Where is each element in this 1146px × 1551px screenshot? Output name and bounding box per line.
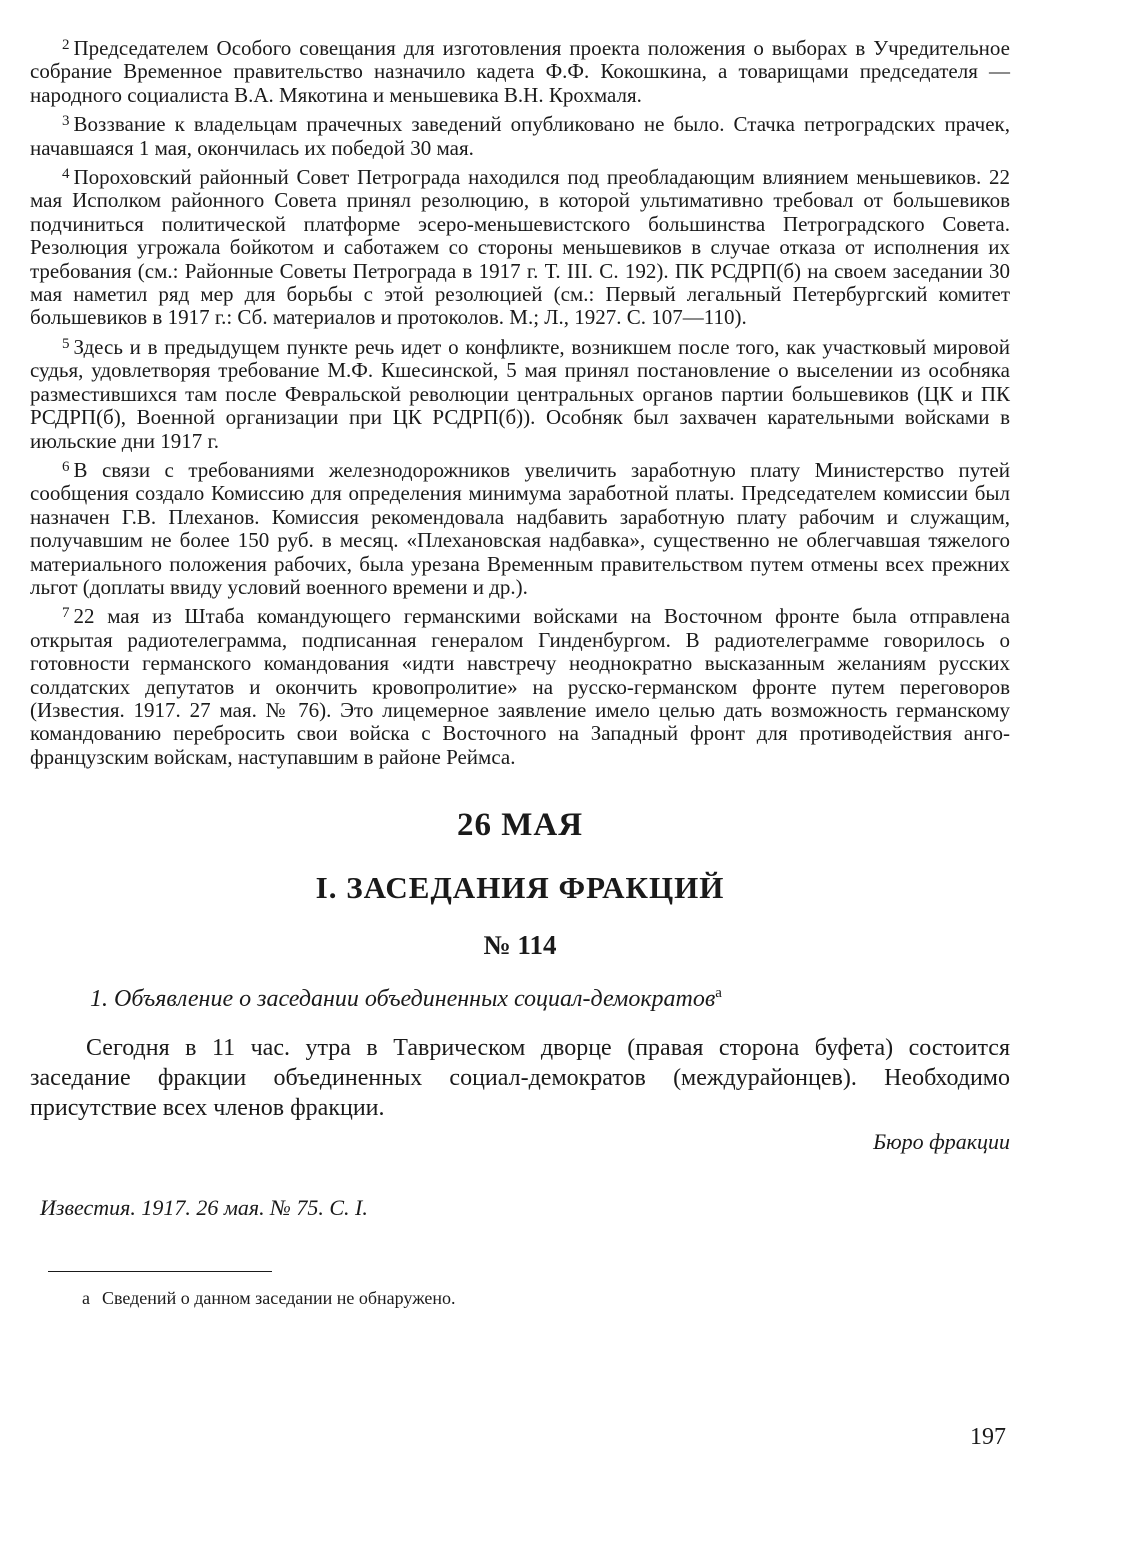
footnote-text: Сведений о данном заседании не обнаружено.	[102, 1288, 456, 1309]
endnote-number: 2	[62, 37, 70, 53]
endnote-7	[30, 602, 1010, 769]
document-heading	[90, 985, 1010, 1013]
footnote	[82, 1288, 1010, 1309]
endnote-number: 3	[62, 113, 70, 130]
endnote-text: Здесь и в предыдущем пункте речь идет о конфликте, возникшем после того, как участковый мировой судья, удовлетворяя требование М.Ф. Кшесинской, 5 мая принял постановление о выселении из особняка разместившихся там после Февральской революции центральных органов партии большевиков (ЦК и ПК РСДРП(б), Военной организации при ЦК РСДРП(б)). Особняк был захвачен карательными войсками в июльские дни 1917 г.	[30, 334, 1010, 453]
endnote-text: В связи с требованиями железнодорожников увеличить заработную плату Министерство путей сообщения создало Комиссию для определения минимума заработной платы. Председателем комиссии был назначен Г.В. Плеханов. Комиссия рекомендовала надбавить заработную плату рабочим и служащим, получавшим не более 150 руб. в месяц. «Плехановская надбавка», существенно не облегчавшая тяжелого материального положения рабочих, была урезана Временным правительством путем отмены всех прежних льгот (доплаты ввиду условий военного времени и др.).	[30, 457, 1010, 599]
endnote-text: Председателем Особого совещания для изготовления проекта положения о выборах в Учредительное собрание Временное правительство назначило кадета Ф.Ф. Кокошкина, а товарищами председателя — народного социалиста В.А. Мякотина и меньшевика В.Н. Крохмаля.	[30, 36, 1010, 107]
section-date-heading: 26 МАЯ	[456, 807, 584, 844]
footnote-letter: а	[82, 1288, 90, 1309]
endnote-2	[30, 34, 1010, 107]
endnote-3	[30, 110, 1010, 160]
document-body: Сегодня в 11 час. утра в Таврическом дворце (правая сторона буфета) состоится заседание фракции объединенных социал-демократов (междурайонцев). Необходимо присутствие всех членов фракции.	[30, 1035, 1010, 1122]
endnote-6	[30, 456, 1010, 599]
footnote-divider	[48, 1271, 272, 1272]
page-number: 197	[970, 1424, 1006, 1450]
document-heading-text: 1. Объявление о заседании объединенных социал-демократов	[90, 986, 716, 1013]
endnote-text: 22 мая из Штаба командующего германскими войсками на Восточном фронте была отправлена открытая радиотелеграмма, подписанная генералом Гинденбургом. В радиотелеграмме говорилось о готовности германского командования «идти навстречу неоднократно высказанным желаниям русских солдатских депутатов и окончить кровопролитие» на русско-германском фронте путем переговоров (Известия. 1917. 27 мая. № 76). Это лицемерное заявление имело целью дать возможность германскому командованию перебросить свои войска с Восточного на Западный фронт для противодействия анго-французским войскам, наступавшим в районе Реймса.	[30, 604, 1010, 769]
endnote-number: 6	[62, 458, 70, 475]
endnote-number: 7	[62, 605, 70, 622]
endnote-number: 5	[62, 335, 70, 352]
endnotes	[30, 34, 1010, 769]
footnote-reference-mark: а	[715, 985, 722, 1002]
endnote-text: Пороховский районный Совет Петрограда находился под преобладающим влиянием меньшевиков. 22 мая Исполком районного Совета принял резолюцию, в которой ультимативно требовал от большевиков подчиниться политической платформе эсеро-меньшевистского большинства Петроградского Совета. Резолюция угрожала бойкотом и саботажем со стороны меньшевиков в случае отказа от исполнения их требования (см.: Районные Советы Петрограда в 1917 г. Т. III. С. 192). ПК РСДРП(б) на своем заседании 30 мая наметил ряд мер для борьбы с этой резолюцией (см.: Первый легальный Петербургский комитет большевиков в 1917 г.: Сб. материалов и протоколов. М.; Л., 1927. С. 107—110).	[30, 165, 1010, 330]
endnote-5	[30, 333, 1010, 453]
endnote-number: 4	[62, 166, 70, 183]
document-source: Известия. 1917. 26 мая. № 75. С. I.	[40, 1195, 368, 1221]
section-title-heading: I. ЗАСЕДАНИЯ ФРАКЦИЙ	[315, 870, 725, 906]
document-signature: Бюро фракции	[873, 1129, 1010, 1155]
endnote-4	[30, 163, 1010, 330]
document-number: № 114	[483, 930, 557, 961]
page-content	[30, 34, 1010, 1309]
endnote-text: Воззвание к владельцам прачечных заведений опубликовано не было. Стачка петроградских прачек, начавшаяся 1 мая, окончилась их победой 30 мая.	[30, 112, 1010, 160]
